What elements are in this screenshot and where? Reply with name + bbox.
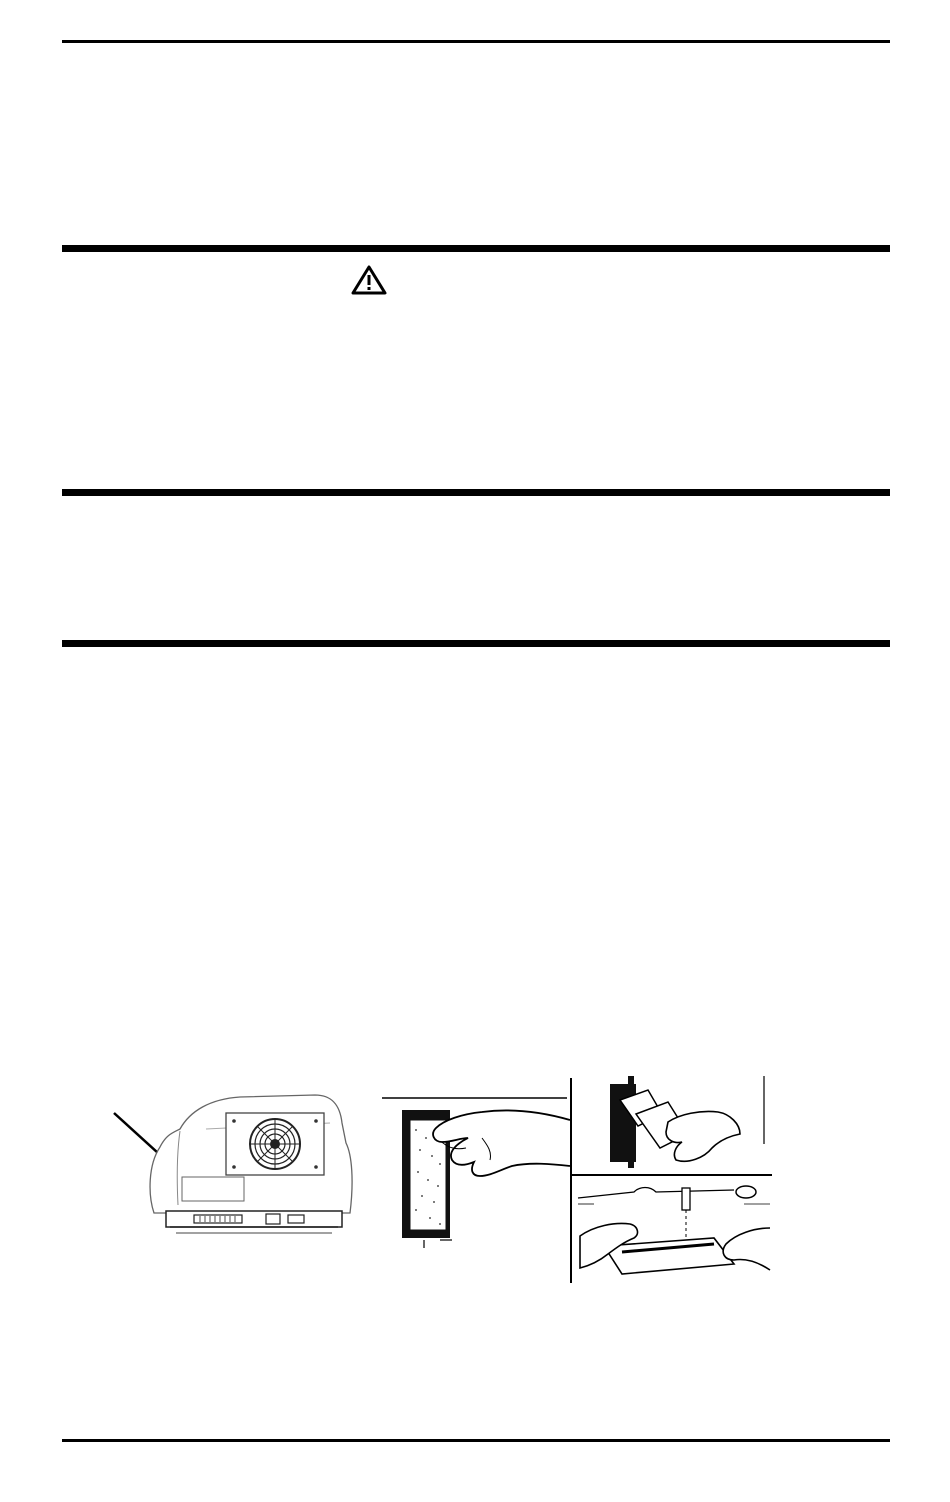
- monitor-rear-view-icon: [110, 1085, 360, 1240]
- figure-divider-horizontal: [572, 1174, 772, 1176]
- rinse-filter-under-faucet-icon: [574, 1178, 774, 1284]
- fold-filter-hand-icon: [580, 1074, 770, 1172]
- cleaning-section-rule: [62, 640, 890, 647]
- remove-filter-hand-icon: [382, 1090, 572, 1250]
- warning-triangle-icon: [350, 264, 388, 296]
- footer-rule: [62, 1439, 890, 1442]
- notice-section-rule: [62, 489, 890, 496]
- header-rule: [62, 40, 890, 43]
- warning-section-rule: [62, 245, 890, 252]
- figure-divider-vertical: [570, 1078, 572, 1283]
